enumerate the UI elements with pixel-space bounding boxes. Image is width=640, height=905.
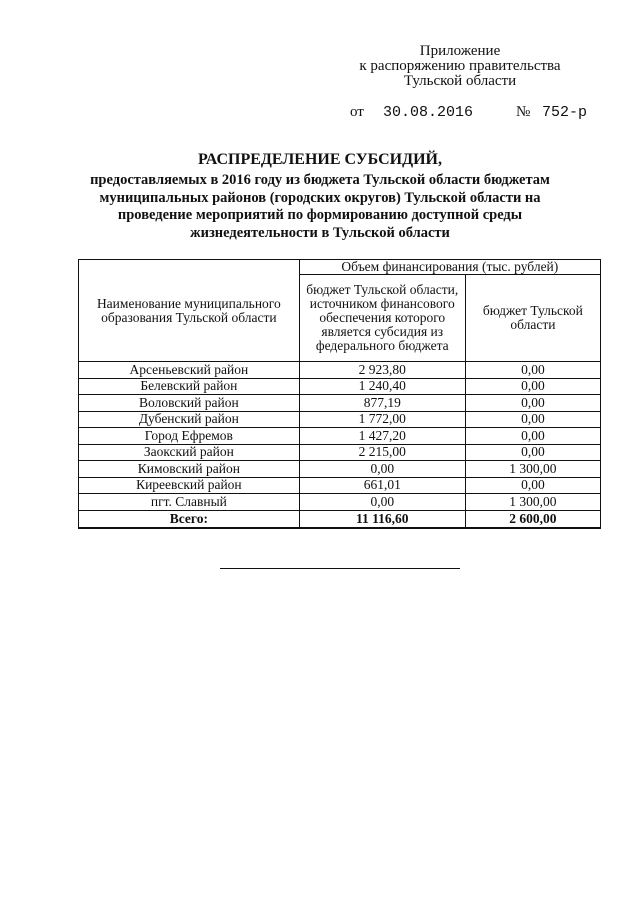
number-prefix: № bbox=[516, 104, 531, 120]
row-regional: 0,00 bbox=[465, 362, 600, 379]
row-federal: 1 240,40 bbox=[299, 378, 465, 395]
appendix-line: Тульской области bbox=[403, 73, 517, 89]
document-number: 752-р bbox=[542, 104, 588, 121]
document-title: РАСПРЕДЕЛЕНИЕ СУБСИДИЙ, bbox=[197, 151, 442, 168]
table-row bbox=[79, 428, 601, 445]
row-name: Кимовский район bbox=[79, 461, 300, 478]
row-regional: 1 300,00 bbox=[465, 461, 600, 478]
row-regional: 0,00 bbox=[465, 477, 600, 494]
table-row bbox=[79, 411, 601, 428]
total-regional: 2 600,00 bbox=[465, 510, 600, 528]
table-row bbox=[79, 494, 601, 511]
row-federal: 2 215,00 bbox=[299, 444, 465, 461]
column-header-federal: бюджет Тульской области, источником финансового обеспечения которого является субсидия из федерального бюджета bbox=[299, 275, 465, 362]
row-federal: 2 923,80 bbox=[299, 362, 465, 379]
closing-rule bbox=[220, 568, 460, 569]
row-federal: 877,19 bbox=[299, 395, 465, 412]
table-row bbox=[79, 362, 601, 379]
total-federal: 11 116,60 bbox=[299, 510, 465, 528]
date-prefix: от bbox=[350, 104, 364, 120]
row-federal: 1 772,00 bbox=[299, 411, 465, 428]
column-header-regional: бюджет Тульской области bbox=[465, 275, 600, 362]
row-regional: 0,00 bbox=[465, 411, 600, 428]
column-header-funding: Объем финансирования (тыс. рублей) bbox=[299, 260, 600, 275]
appendix-block bbox=[330, 44, 590, 89]
row-federal: 0,00 bbox=[299, 494, 465, 511]
row-federal: 1 427,20 bbox=[299, 428, 465, 445]
row-regional: 0,00 bbox=[465, 428, 600, 445]
row-name: Белевский район bbox=[79, 378, 300, 395]
row-name: Заокский район bbox=[79, 444, 300, 461]
row-name: Арсеньевский район bbox=[79, 362, 300, 379]
row-regional: 1 300,00 bbox=[465, 494, 600, 511]
table-total-row bbox=[79, 510, 601, 528]
row-federal: 661,01 bbox=[299, 477, 465, 494]
appendix-line: Приложение bbox=[419, 43, 501, 59]
subsidy-table bbox=[78, 259, 601, 529]
table-row bbox=[79, 395, 601, 412]
row-regional: 0,00 bbox=[465, 444, 600, 461]
row-regional: 0,00 bbox=[465, 395, 600, 412]
row-name: Город Ефремов bbox=[79, 428, 300, 445]
appendix-line: к распоряжению правительства bbox=[359, 58, 561, 74]
row-name: Киреевский район bbox=[79, 477, 300, 494]
table-row bbox=[79, 461, 601, 478]
row-name: Воловский район bbox=[79, 395, 300, 412]
total-label: Всего: bbox=[79, 510, 300, 528]
table-row bbox=[79, 477, 601, 494]
row-name: Дубенский район bbox=[79, 411, 300, 428]
row-regional: 0,00 bbox=[465, 378, 600, 395]
row-federal: 0,00 bbox=[299, 461, 465, 478]
document-date: 30.08.2016 bbox=[383, 104, 474, 121]
row-name: пгт. Славный bbox=[79, 494, 300, 511]
document-subtitle: предоставляемых в 2016 году из бюджета Тульской области бюджетам муниципальных районов (городских округов) Тульской области на проведение мероприятий по формированию доступной среды жизнедеятельности в Тульской области bbox=[90, 172, 550, 241]
column-header-name: Наименование муниципального образования Тульской области bbox=[79, 260, 300, 362]
table-row bbox=[79, 444, 601, 461]
table-row bbox=[79, 378, 601, 395]
